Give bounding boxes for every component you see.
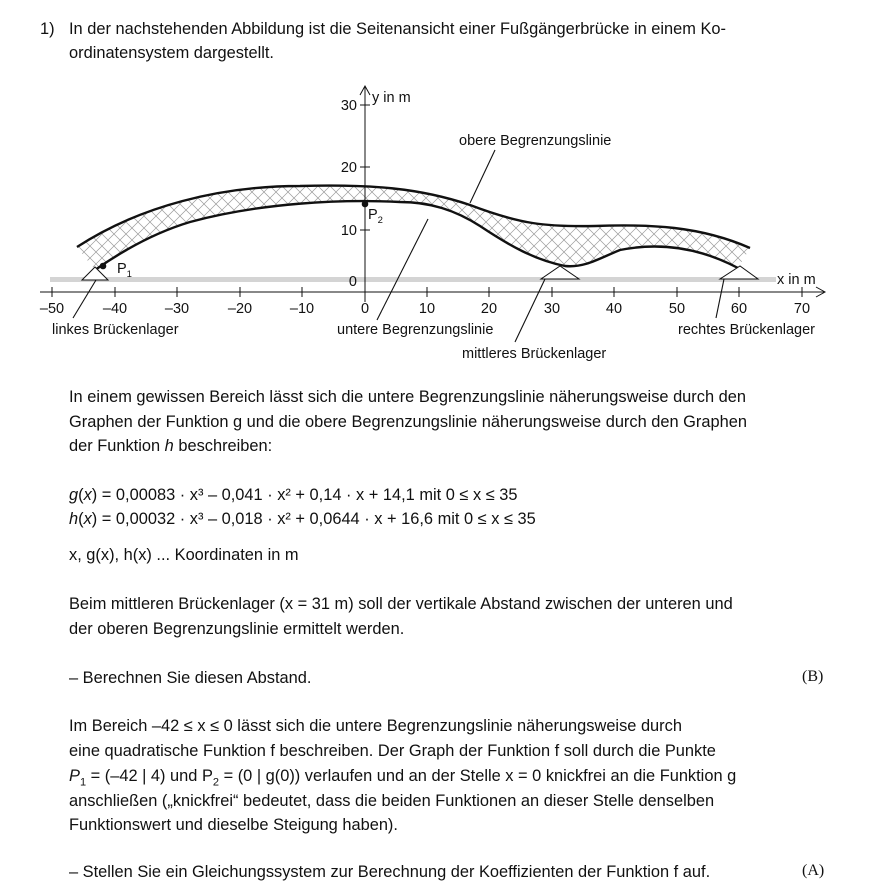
x-tick-label: 60 [730, 301, 748, 317]
para3-line2: eine quadratische Funktion f beschreiben. Der Graph der Funktion f soll durch die Punkte [69, 742, 716, 760]
bridge-lattice [77, 186, 750, 270]
x-tick-label: –30 [164, 301, 190, 317]
x-tick-label: 50 [668, 301, 686, 317]
middle-bearing-label: mittleres Brückenlager [462, 346, 607, 362]
left-bearing-label: linkes Brückenlager [52, 322, 179, 338]
leader-upper [470, 150, 495, 203]
right-bearing [720, 266, 758, 279]
x-tick-label: 70 [793, 301, 811, 317]
equation-h: h(x) = 0,00032 · x³ – 0,018 · x² + 0,0644 · x + 16,6 mit 0 ≤ x ≤ 35 [69, 510, 536, 528]
x-tick-label: –40 [102, 301, 128, 317]
middle-bearing [541, 266, 579, 279]
para3-line5: Funktionswert und dieselbe Steigung haben). [69, 816, 398, 834]
para3-line1: Im Bereich –42 ≤ x ≤ 0 lässt sich die untere Begrenzungslinie näherungsweise durch [69, 717, 682, 735]
para1-line2: Graphen der Funktion g und die obere Begrenzungslinie näherungsweise durch den Graphen [69, 413, 747, 431]
x-tick-label: 40 [605, 301, 623, 317]
x-tick-label: 10 [418, 301, 436, 317]
para3-line3: $P_1 = (-42$ | 4) und $P_2 = (0$ | g(0)) verlaufen und an der Stelle x = 0 knickfrei an die Funktion g [69, 767, 737, 789]
para2-line1: Beim mittleren Brückenlager (x = 31 m) soll der vertikale Abstand zwischen der unteren und [69, 595, 733, 613]
para2-line2: der oberen Begrenzungslinie ermittelt werden. [69, 620, 405, 638]
bridge-figure [0, 0, 871, 370]
leader-right-bearing [716, 279, 724, 318]
y-tick-label: 30 [340, 98, 357, 114]
x-tick-label: 20 [480, 301, 498, 317]
x-axis-label: x in m [777, 272, 816, 288]
tag-b: (B) [802, 668, 824, 685]
point-p2-label: $P_2$ [368, 207, 383, 226]
right-bearing-label: rechtes Brückenlager [678, 322, 816, 338]
para1-line1: In einem gewissen Bereich lässt sich die untere Begrenzungslinie näherungsweise durch den [69, 388, 746, 406]
y-tick-label: 0 [348, 274, 357, 290]
coordinates-note: x, g(x), h(x) ... Koordinaten in m [69, 546, 299, 564]
para1-line3: der Funktion h beschreiben: [69, 437, 273, 455]
x-tick-label: 0 [360, 301, 370, 317]
task-b: – Berechnen Sie diesen Abstand. [69, 669, 312, 687]
leader-middle-bearing [515, 279, 545, 342]
point-p1-label: $P_1$ [117, 261, 132, 280]
leader-left-bearing [73, 280, 96, 318]
equation-g: g(x) = 0,00083 · x³ – 0,041 · x² + 0,14 · x + 14,1 mit 0 ≤ x ≤ 35 [69, 486, 518, 504]
upper-line-label: obere Begrenzungslinie [459, 133, 612, 149]
tag-a: (A) [802, 862, 825, 879]
point-p1-marker [100, 263, 107, 270]
intro-line-2: ordinatensystem dargestellt. [69, 44, 274, 62]
task-number: 1) [40, 20, 55, 38]
para3-line4: anschließen („knickfrei“ bedeutet, dass die beiden Funktionen an dieser Stelle denselben [69, 792, 715, 810]
task-a: – Stellen Sie ein Gleichungssystem zur Berechnung der Koeffizienten der Funktion f auf. [69, 863, 711, 881]
y-axis-label: y in m [372, 90, 411, 106]
x-tick-label: –10 [289, 301, 315, 317]
intro-line-1: In der nachstehenden Abbildung ist die Seitenansicht einer Fußgängerbrücke in einem Ko- [69, 20, 726, 38]
lower-line-label: untere Begrenzungslinie [337, 322, 494, 338]
y-tick-label: 20 [340, 160, 357, 176]
x-tick-label: 30 [543, 301, 561, 317]
x-tick-label: –50 [39, 301, 65, 317]
x-tick-label: –20 [227, 301, 253, 317]
ground-band [50, 277, 776, 282]
y-tick-label: 10 [340, 223, 357, 239]
